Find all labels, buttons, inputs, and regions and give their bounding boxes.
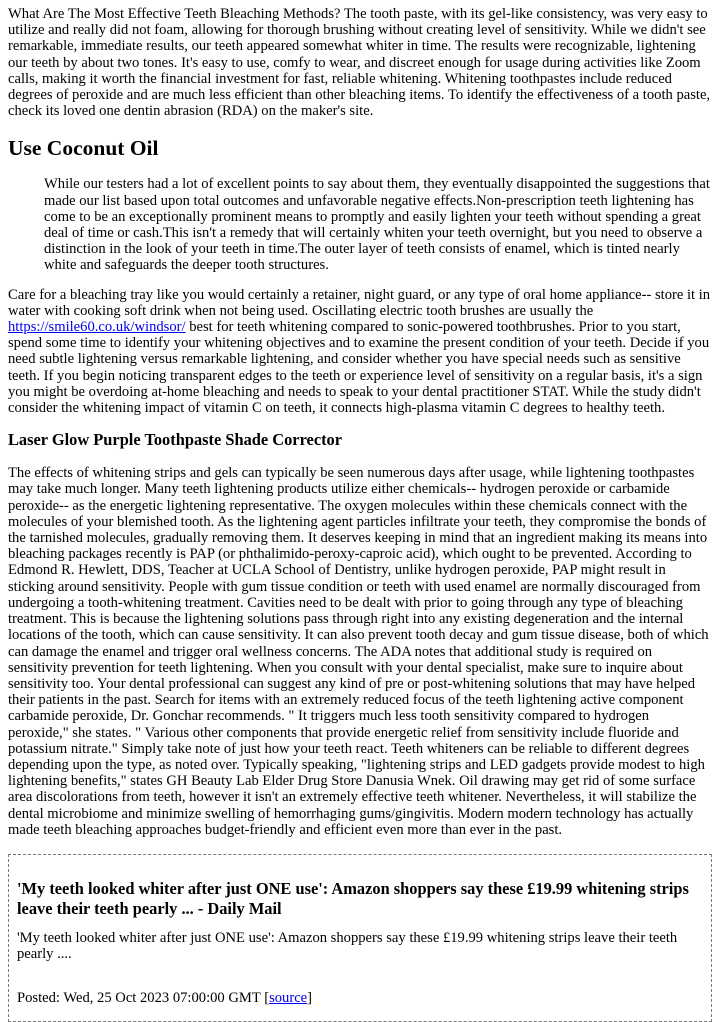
news-title: 'My teeth looked whiter after just ONE use': Amazon shoppers say these £19.99 whitening strips leave their teeth pearly ... - Daily Mail <box>17 879 689 918</box>
news-summary: 'My teeth looked whiter after just ONE use': Amazon shoppers say these £19.99 whitening strips leave their teeth pearly .... <box>17 930 678 963</box>
posted-date-text: Posted: Wed, 25 Oct 2023 07:00:00 GMT [ <box>17 990 270 1007</box>
news-posted-line <box>17 990 703 1006</box>
section-heading-laser-glow: Laser Glow Purple Toothpaste Shade Corrector <box>8 430 343 450</box>
posted-bracket-close: ] <box>307 990 313 1007</box>
news-item-box <box>8 854 712 1022</box>
section-heading-coconut-oil: Use Coconut Oil <box>8 136 159 161</box>
bleaching-tray-paragraph <box>8 287 712 417</box>
smile60-windsor-link[interactable]: https://smile60.co.uk/windsor/ <box>8 319 186 336</box>
paragraph-text-before-link: Care for a bleaching tray like you would certainly a retainer, night guard, or any type of oral home appliance-- store it in water with cooking soft drink when not being used. Oscillating electric tooth brushes are usually the <box>8 286 711 319</box>
intro-paragraph: What Are The Most Effective Teeth Bleaching Methods? The tooth paste, with its gel-like consistency, was very easy to utilize and really did not foam, allowing for thorough brushing without creating level of sensitivity. While we didn't see remarkable, immediate results, our teeth appeared somewhat whiter in time. The results were recognizable, lightening our teeth by about two tones. It's easy to use, comfy to wear, and discreet enough for usage during activities like Zoom calls, making it worth the financial investment for fast, reliable whitening. Whitening toothpastes include reduced degrees of peroxide and are much less efficient than other bleaching items. To identify the effectiveness of a tooth paste, check its loved one dentin abrasion (RDA) on the maker's site. <box>8 6 711 120</box>
paragraph-text-after-link: best for teeth whitening compared to sonic-powered toothbrushes. Prior to you start, spend some time to identify your whitening objectives and to examine the present condition of your teeth. Decide if you need subtle lightening versus remarkable lightening, and consider whether you have special needs such as sensitive teeth. If you begin noticing transparent edges to the teeth or experience level of sensitivity on a regular basis, it's a sign you might be overdoing at-home bleaching and needs to speak to your dental practitioner STAT. While the study didn't consider the whitening impact of vitamin C on teeth, it connects high-plasma vitamin C degrees to healthy teeth. <box>8 319 710 417</box>
testers-quote-text: While our testers had a lot of excellent points to say about them, they eventually disappointed the suggestions that made our list based upon total outcomes and unfavorable negative effects.Non-prescription teeth lightening has come to be an exceptionally prominent means to promptly and easily lighten your teeth without spending a great deal of time or cash.This isn't a remedy that will certainly whiten your teeth overnight, but you need to observe a distinction in the look of your teeth in time.The outer layer of teeth consists of enamel, which is tinted nearly white and safeguards the deeper tooth structures. <box>44 176 710 274</box>
source-link[interactable]: source <box>269 990 308 1007</box>
testers-quote <box>44 176 712 273</box>
whitening-effects-paragraph: The effects of whitening strips and gels can typically be seen numerous days after usage, while lightening toothpastes may take much longer. Many teeth lightening products utilize either chemicals-- hydrogen peroxide or carbamide peroxide-- as the energetic lightening representative. The oxygen molecules within these chemicals connect with the molecules of your blemished tooth. As the lightening agent particles infiltrate your teeth, they compromise the bonds of the tarnished molecules, gradually removing them. It deserves keeping in mind that an ingredient making its means into bleaching packages recently is PAP (or phthalimido-peroxy-caproic acid), which ought to be prevented. According to Edmond R. Hewlett, DDS, Teacher at UCLA School of Dentistry, unlike hydrogen peroxide, PAP might result in sticking around sensitivity. People with gum tissue condition or teeth with used enamel are normally discouraged from undergoing a tooth-whitening treatment. Cavities need to be dealt with prior to going through any type of bleaching treatment. This is because the lightening solutions pass through right into any existing degeneration and the internal locations of the tooth, which can cause sensitivity. It can also prevent tooth decay and gum tissue disease, both of which can damage the enamel and trigger oral wellness concerns. The ADA notes that additional study is required on sensitivity prevention for teeth lightening. When you consult with your dental specialist, make sure to inquire about sensitivity too. Your dental professional can suggest any kind of pre or post-whitening solutions that may have helped their patients in the past. Search for items with an extremely reduced focus of the teeth lightening active component carbamide peroxide, Dr. Gonchar recommends. " It triggers much less tooth sensitivity compared to hydrogen peroxide," she states. " Various other components that provide energetic relief from sensitivity include fluoride and potassium nitrate." Simply take note of just how your teeth react. Teeth whiteners can be reliable to different degrees depending upon the type, as noted over. Typically speaking, "lightening strips and LED gadgets provide modest to high lightening benefits," states GH Beauty Lab Elder Drug Store Danusia Wnek. Oil drawing may get rid of some surface area discolorations from teeth, however it isn't an extremely effective teeth whitener. Nevertheless, it will stabilize the dental microbiome and minimize swelling of hemorrhaging gums/gingivitis. Modern modern technology has actually made teeth bleaching approaches budget-friendly and efficient even more than ever in the past. <box>8 465 709 838</box>
